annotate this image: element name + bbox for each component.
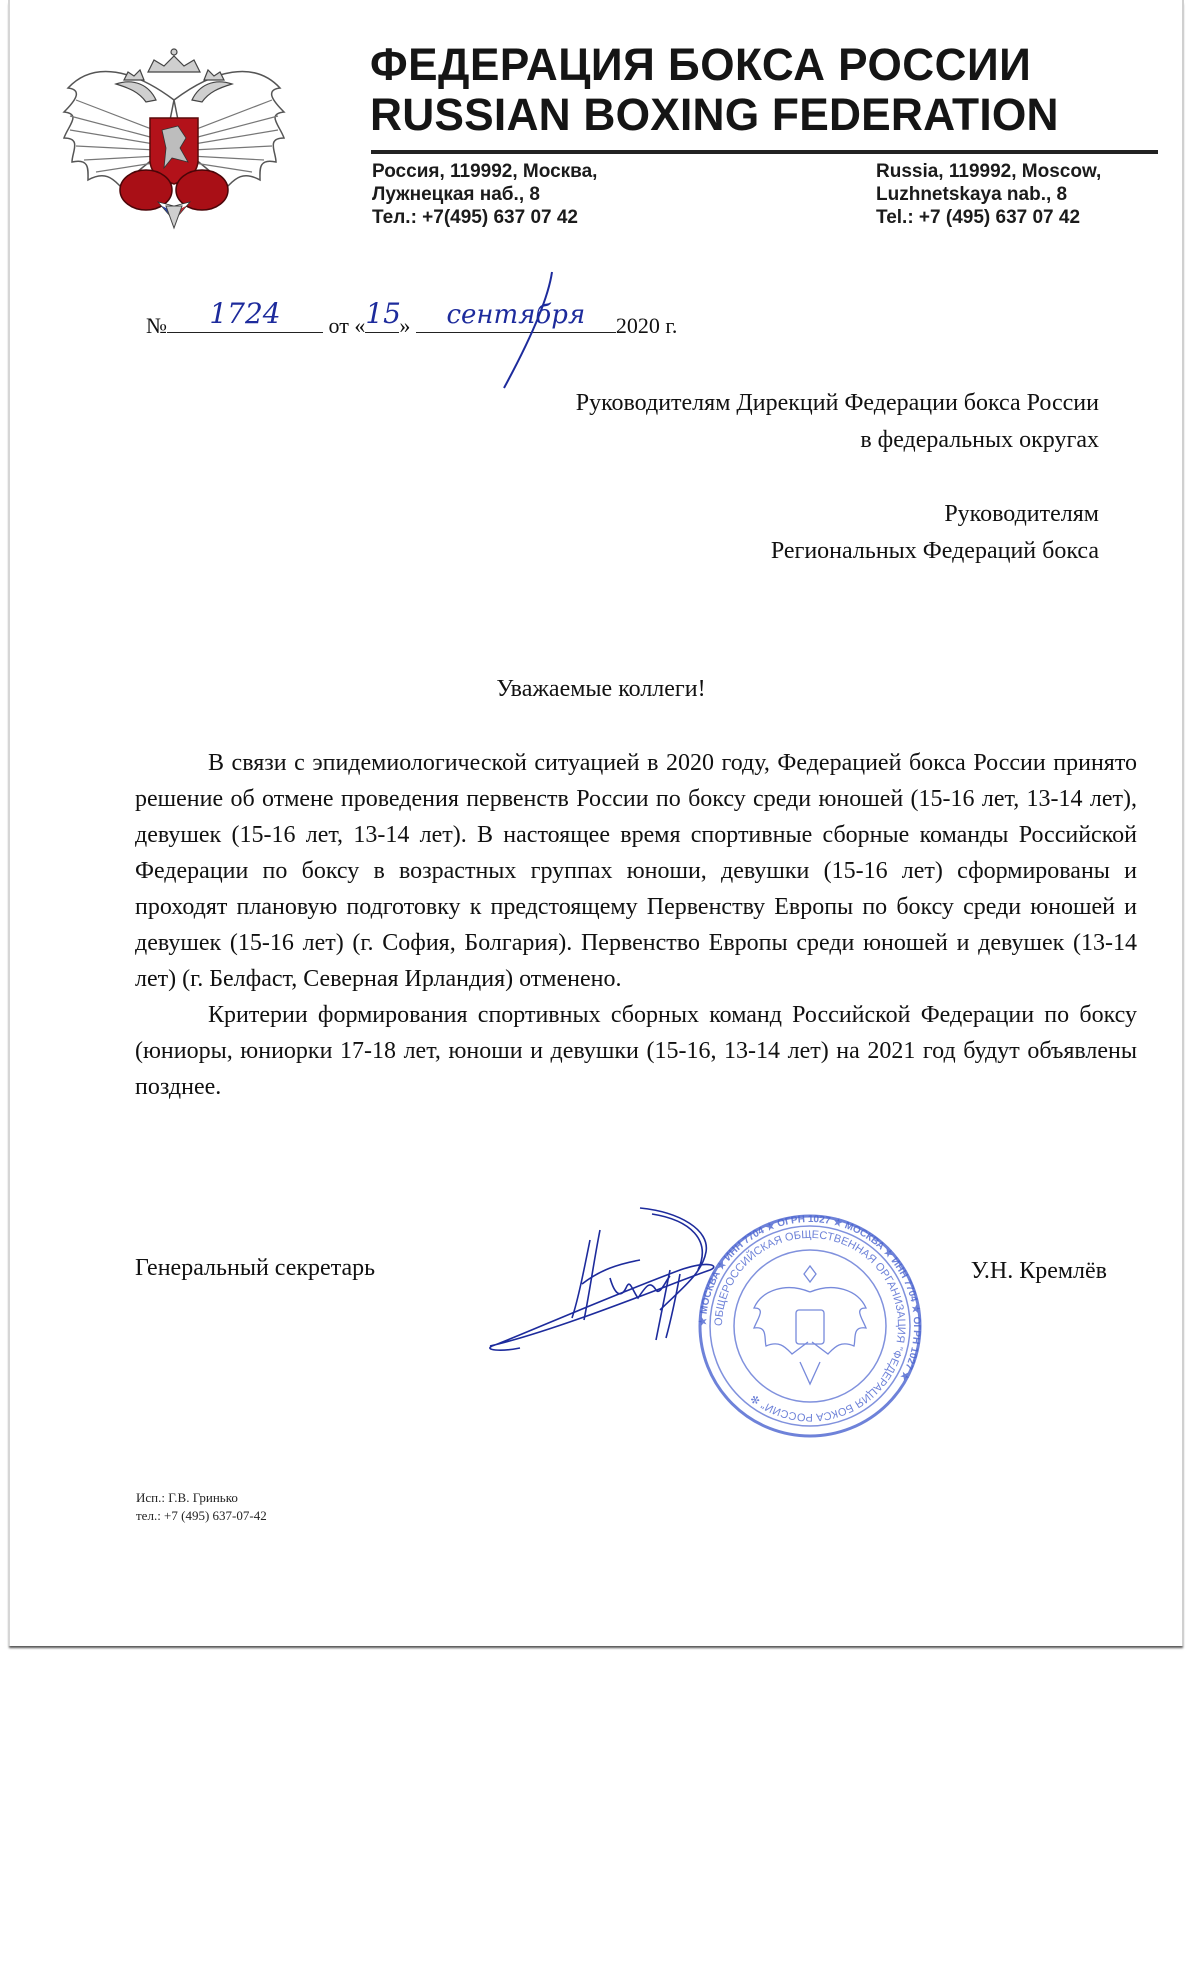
executor-phone: тел.: +7 (495) 637-07-42 [136,1508,267,1523]
body-paragraph: Критерии формирования спортивных сборных команд Российской Федерации по боксу (юниоры, юниорки 17-18 лет, юноши и девушки (15-16, 13-14 лет) на 2021 год будут объявлены позднее. [135,1002,1137,1100]
addressee-line: Региональных Федераций бокса [770,538,1099,564]
federation-emblem-icon [54,30,294,230]
addressee-line: Руководителям Дирекций Федерации бокса России [575,390,1099,416]
handwritten-month: сентября [446,300,586,330]
executor-info [136,1489,267,1525]
day-field [365,297,401,333]
svg-text:★ МОСКВА ★ ИНН 7704 ★ ОГРН 102: ★ МОСКВА ★ ИНН 7704 ★ ОГРН 1027 ★ МОСКВА ★ ИНН 7704 ★ ОГРН 1027 ★ [697,1213,923,1383]
addressee-directorates [576,385,1099,459]
address-ru [372,160,597,229]
from-label: от [328,313,349,338]
addressee-line: в федеральных округах [860,427,1099,453]
letterhead-divider [371,150,1158,154]
org-name-ru: ФЕДЕРАЦИЯ БОКСА РОССИИ [370,39,1032,90]
org-name-en: RUSSIAN BOXING FEDERATION [370,89,1059,140]
handwritten-signature-icon [480,1200,780,1360]
salutation [10,676,1182,703]
number-field [167,297,323,333]
letter-page [8,0,1184,1646]
pen-stroke-icon [500,270,560,390]
addressee-regional [771,496,1099,570]
address-en-phone: Tel.: +7 (495) 637 07 42 [876,207,1081,228]
address-en [876,160,1101,229]
address-ru-phone: Тел.: +7(495) 637 07 42 [372,207,579,228]
address-ru-line2: Лужнецкая наб., 8 [372,184,540,205]
number-sign: № [146,313,167,338]
svg-text:ОБЩЕРОССИЙСКАЯ ОБЩЕСТВЕННАЯ ОР: ОБЩЕРОССИЙСКАЯ ОБЩЕСТВЕННАЯ ОРГАНИЗАЦИЯ "ФЕДЕРАЦИЯ БОКСА РОССИИ" ✻ [712,1228,908,1424]
signatory-name: У.Н. Кремлёв [970,1258,1107,1284]
body-paragraph: В связи с эпидемиологической ситуацией в 2020 году, Федерацией бокса России принято решение об отмене проведения первенств России по боксу среди юношей (15-16 лет, 13-14 лет), девушек (15-16 лет, 13-14 лет). В настоящее время спортивные сборные команды Российской Федерации по боксу в возрастных группах юноши, девушки (15-16 лет) сформированы и проходят плановую подготовку к предстоящему Первенству Европы по боксу среди юношей и девушек (15-16 лет) (г. София, Болгария). Первенство Европы среди юношей и девушек (13-14 лет) (г. Белфаст, Северная Ирландия) отменено. [135,750,1137,992]
handwritten-day: 15 [365,297,401,330]
addressee-line: Руководителям [944,501,1099,527]
registration-line [146,297,678,339]
letter-body [135,745,1137,1105]
close-quote: » [399,313,411,338]
open-quote: « [354,313,366,338]
signatory-title: Генеральный секретарь [135,1255,376,1281]
address-ru-line1: Россия, 119992, Москва, [372,161,598,182]
year-label: 2020 г. [615,313,678,338]
letterhead-title [370,40,1170,140]
address-en-line1: Russia, 119992, Moscow, [876,161,1102,182]
salutation-text: Уважаемые коллеги! [496,676,706,702]
address-en-line2: Luzhnetskaya nab., 8 [876,184,1068,205]
handwritten-number: 1724 [209,297,281,330]
executor-name: Исп.: Г.В. Гринько [136,1490,238,1505]
